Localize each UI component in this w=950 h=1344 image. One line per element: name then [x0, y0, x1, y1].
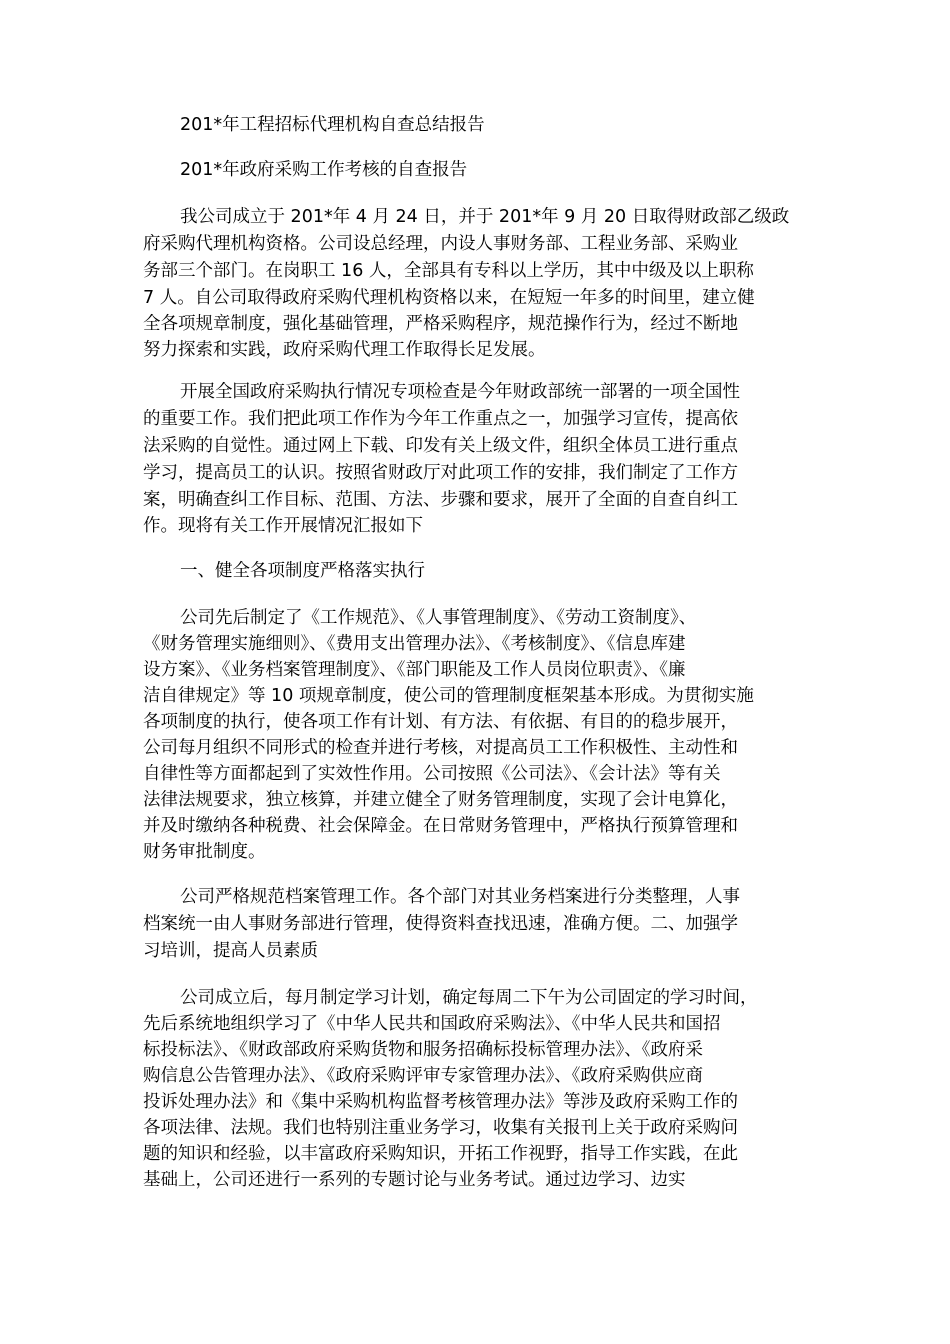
paragraph-2-line: 的重要工作。我们把此项工作作为今年工作重点之一，加强学习宣传，提高依	[143, 409, 738, 429]
section-heading-1: 一、健全各项制度严格落实执行	[180, 561, 425, 581]
paragraph-3-line: 自律性等方面都起到了实效性作用。公司按照《公司法》、《会计法》等有关	[143, 764, 721, 784]
paragraph-2-line: 作。现将有关工作开展情况汇报如下	[143, 516, 423, 536]
paragraph-4-line: 习培训，提高人员素质	[143, 941, 318, 961]
paragraph-2-line: 法采购的自觉性。通过网上下载、印发有关上级文件，组织全体员工进行重点	[143, 436, 738, 456]
paragraph-2-line: 开展全国政府采购执行情况专项检查是今年财政部统一部署的一项全国性	[180, 382, 740, 402]
paragraph-1-line: 7 人。自公司取得政府采购代理机构资格以来，在短短一年多的时间里，建立健	[143, 288, 755, 308]
paragraph-3-line: 各项制度的执行，使各项工作有计划、有方法、有依据、有目的的稳步展开，	[143, 712, 738, 732]
paragraph-3-line: 法律法规要求，独立核算，并建立健全了财务管理制度，实现了会计电算化，	[143, 790, 738, 810]
paragraph-3-line: 财务审批制度。	[143, 842, 266, 862]
paragraph-3-line: 公司先后制定了《工作规范》、《人事管理制度》、《劳动工资制度》、	[180, 608, 697, 628]
paragraph-3-line: 《财务管理实施细则》、《费用支出管理办法》、《考核制度》、《信息库建	[143, 634, 686, 654]
document-title-1: 201*年工程招标代理机构自查总结报告	[180, 115, 485, 135]
paragraph-5-line: 公司成立后，每月制定学习计划，确定每周二下午为公司固定的学习时间，	[180, 988, 758, 1008]
paragraph-5-line: 标投标法》、《财政部政府采购货物和服务招确标投标管理办法》、《政府采	[143, 1040, 703, 1060]
paragraph-1-line: 我公司成立于 201*年 4 月 24 日，并于 201*年 9 月 20 日取得财政部乙级政	[180, 207, 790, 227]
paragraph-4-line: 档案统一由人事财务部进行管理，使得资料查找迅速，准确方便。二、加强学	[143, 914, 738, 934]
paragraph-5-line: 各项法律、法规。我们也特别注重业务学习，收集有关报刊上关于政府采购问	[143, 1118, 738, 1138]
paragraph-5-line: 先后系统地组织学习了《中华人民共和国政府采购法》、《中华人民共和国招	[143, 1014, 721, 1034]
paragraph-3-line: 并及时缴纳各种税费、社会保障金。在日常财务管理中，严格执行预算管理和	[143, 816, 738, 836]
paragraph-3-line: 公司每月组织不同形式的检查并进行考核，对提高员工工作积极性、主动性和	[143, 738, 738, 758]
paragraph-3-line: 洁自律规定》等 10 项规章制度，使公司的管理制度框架基本形成。为贯彻实施	[143, 686, 754, 706]
paragraph-1-line: 府采购代理机构资格。公司设总经理，内设人事财务部、工程业务部、采购业	[143, 234, 738, 254]
paragraph-1-line: 务部三个部门。在岗职工 16 人，全部具有专科以上学历，其中中级及以上职称	[143, 261, 754, 281]
document-title-2: 201*年政府采购工作考核的自查报告	[180, 160, 468, 180]
paragraph-5-line: 投诉处理办法》和《集中采购机构监督考核管理办法》等涉及政府采购工作的	[143, 1092, 738, 1112]
paragraph-2-line: 学习，提高员工的认识。按照省财政厅对此项工作的安排，我们制定了工作方	[143, 463, 738, 483]
paragraph-5-line: 基础上，公司还进行一系列的专题讨论与业务考试。通过边学习、边实	[143, 1170, 686, 1190]
paragraph-5-line: 题的知识和经验，以丰富政府采购知识，开拓工作视野，指导工作实践，在此	[143, 1144, 738, 1164]
paragraph-1-line: 努力探索和实践，政府采购代理工作取得长足发展。	[143, 340, 546, 360]
paragraph-2-line: 案，明确查纠工作目标、范围、方法、步骤和要求，展开了全面的自查自纠工	[143, 490, 738, 510]
paragraph-1-line: 全各项规章制度，强化基础管理，严格采购程序，规范操作行为，经过不断地	[143, 314, 738, 334]
paragraph-5-line: 购信息公告管理办法》、《政府采购评审专家管理办法》、《政府采购供应商	[143, 1066, 703, 1086]
paragraph-4-line: 公司严格规范档案管理工作。各个部门对其业务档案进行分类整理，人事	[180, 887, 740, 907]
paragraph-3-line: 设方案》、《业务档案管理制度》、《部门职能及工作人员岗位职责》、《廉	[143, 660, 686, 680]
